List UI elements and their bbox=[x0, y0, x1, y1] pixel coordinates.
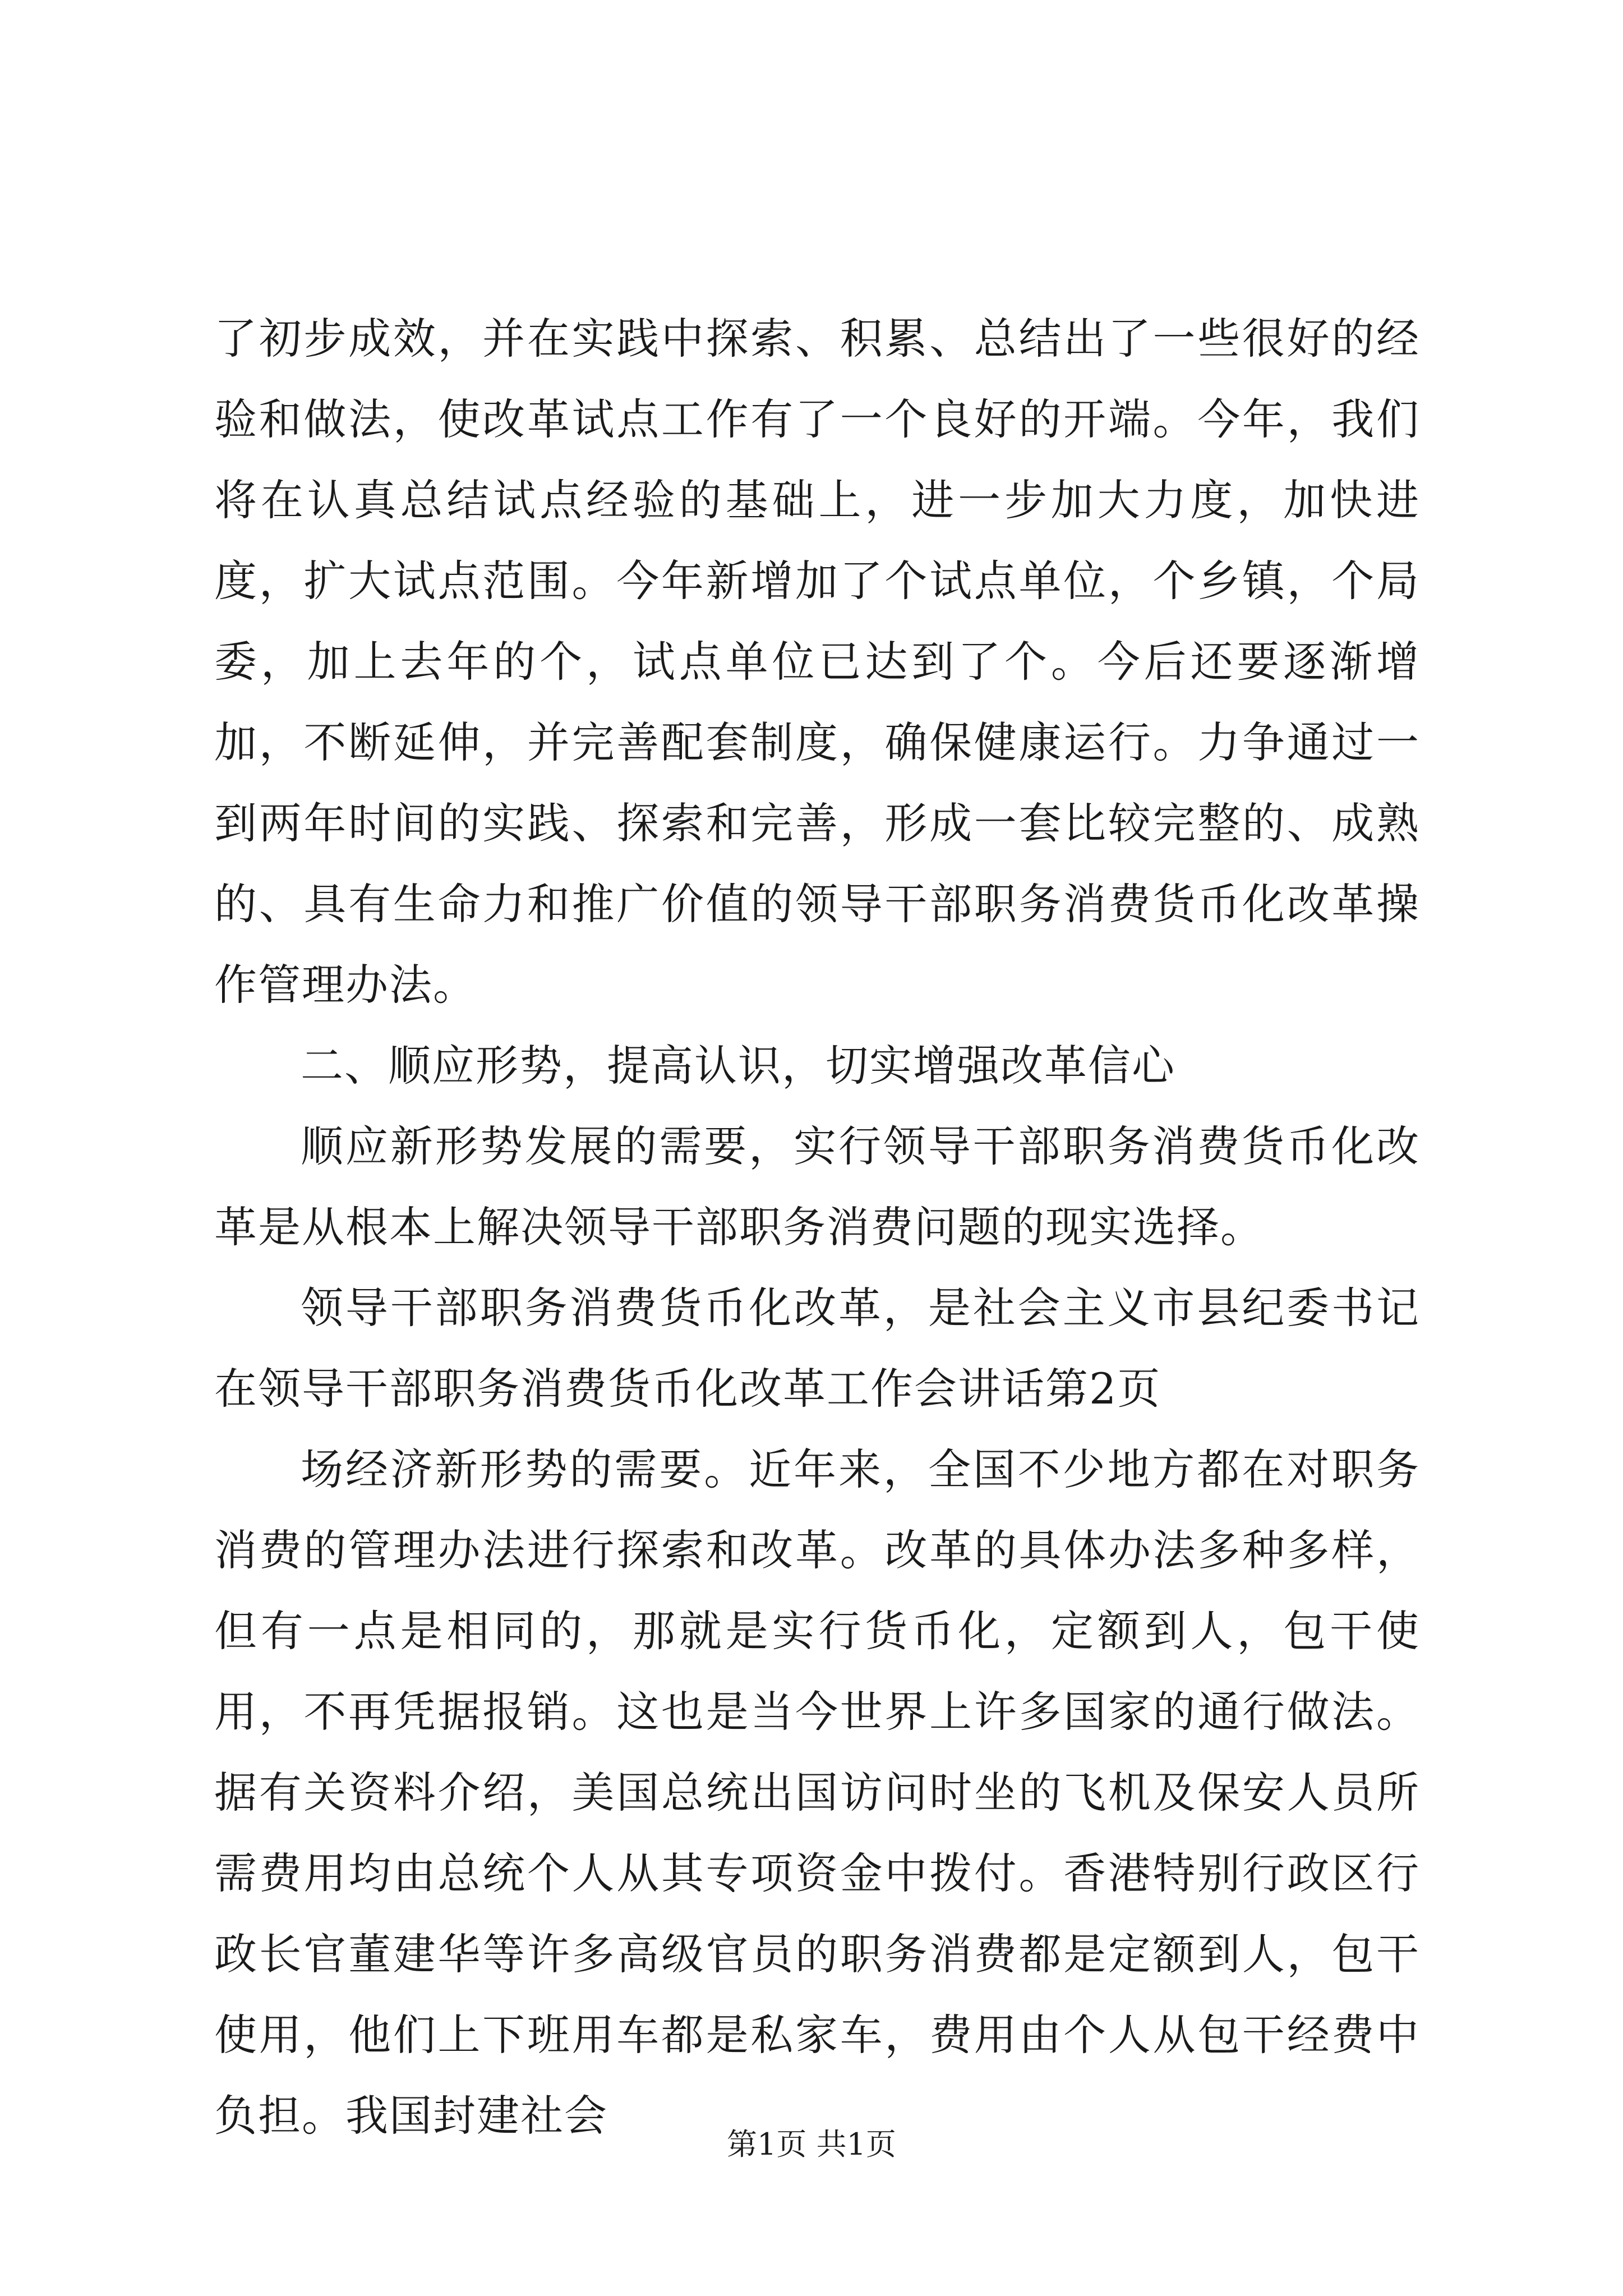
paragraph-4: 领导干部职务消费货币化改革，是社会主义市县纪委书记在领导干部职务消费货币化改革工作会讲话第2页 bbox=[214, 1283, 1420, 1414]
section-heading-2: 二、顺应形势，提高认识，切实增强改革信心 bbox=[301, 1041, 1175, 1091]
paragraph-1: 了初步成效，并在实践中探索、积累、总结出了一些很好的经验和做法，使改革试点工作有了一个良好的开端。今年，我们将在认真总结试点经验的基础上，进一步加大力度，加快进度，扩大试点范围。今年新增加了个试点单位，个乡镇，个局委，加上去年的个，试点单位已达到了个。今后还要逐渐增加，不断延伸，并完善配套制度，确保健康运行。力争通过一到两年时间的实践、探索和完善，形成一套比较完整的、成熟的、具有生命力和推广价值的领导干部职务消费货币化改革操作管理办法。 bbox=[214, 314, 1420, 1010]
paragraph-3: 顺应新形势发展的需要，实行领导干部职务消费货币化改革是从根本上解决领导干部职务消费问题的现实选择。 bbox=[214, 1121, 1420, 1252]
page-footer: 第1页 共1页 bbox=[727, 2127, 896, 2162]
paragraph-5: 场经济新形势的需要。近年来，全国不少地方都在对职务消费的管理办法进行探索和改革。改革的具体办法多种多样，但有一点是相同的，那就是实行货币化，定额到人，包干使用，不再凭据报销。这也是当今世界上许多国家的通行做法。据有关资料介绍，美国总统出国访问时坐的飞机及保安人员所需费用均由总统个人从其专项资金中拨付。香港特别行政区行政长官董建华等许多高级官员的职务消费都是定额到人，包干使用，他们上下班用车都是私家车，费用由个人从包干经费中负担。我国封建社会 bbox=[214, 1444, 1420, 2141]
document-body bbox=[214, 298, 1420, 2156]
